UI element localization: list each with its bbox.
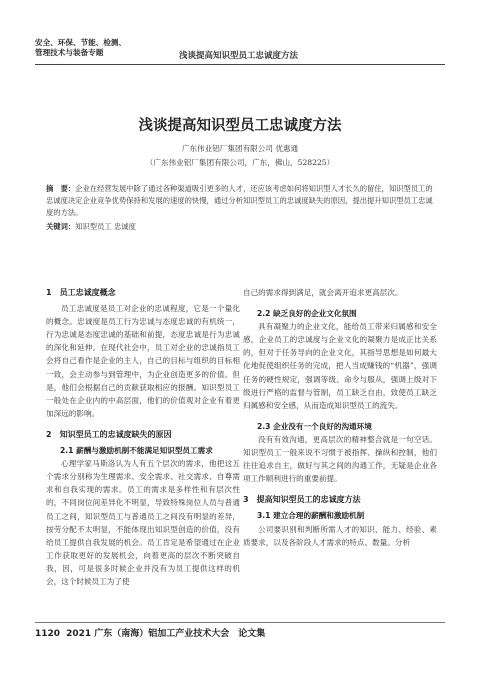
journal-line-1: 安全、环保、节能、检测、 bbox=[35, 38, 127, 47]
abstract-label: 摘 要： bbox=[46, 184, 76, 193]
abstract-text: 企业在经营发展中除了通过各种渠道吸引更多的人才，还应该考虑如何将知识型人才长久的留住，知识型员工的忠诚度决定企业竞争优势保持和发展的速度的快慢，通过分析知识型员工的忠诚度缺失的原因，提出提升知识型员工忠诚度的方法。 bbox=[46, 184, 433, 218]
running-header bbox=[35, 38, 445, 62]
section-2-2-paragraph: 具有凝聚力的企业文化，能给员工带来归属感和安全感，企业员工的忠诚度与企业文化的凝聚力是成正比关系的，但对于任务导向的企业文化，其指导思想是如何最大化地促使组织任务的完成，把人当成赚钱的“机器”，强调任务的硬性规定，强调等级、命令与服从，强调上级对下级进行严格的监督与管制，员工缺乏自由，致使员工缺乏归属感和安全感，从而造成知识型员工的流失。 bbox=[243, 322, 437, 410]
journal-line-2: 管理技术与装备专题 bbox=[35, 48, 104, 57]
footer-rule bbox=[35, 622, 445, 623]
section-3-1-heading: 3.1 建立合理的薪酬和激励机制 bbox=[257, 511, 365, 521]
page-number: 1120 bbox=[35, 629, 61, 639]
right-column bbox=[243, 286, 437, 553]
keywords bbox=[46, 222, 436, 232]
section-2-3-paragraph: 没有有效沟通，更高层次的精神整合就是一句空话。知识型员工一般来说不习惯于被指挥、操纵和控制，他们往往追求自主，做好与其之间的沟通工作，无疑是企业各项工作顺利进行的重要前提。 bbox=[243, 434, 437, 484]
keywords-label: 关键词： bbox=[46, 222, 76, 231]
section-2-heading: 2 知识型员工的忠诚度缺失的原因 bbox=[46, 429, 172, 439]
section-3-heading: 3 提高知识型员工的忠诚度方法 bbox=[243, 495, 361, 505]
paper-title: 浅谈提高知识型员工忠诚度方法 bbox=[138, 118, 342, 134]
footer-text: 2021 广东（南海）铝加工产业技术大会 论文集 bbox=[66, 629, 266, 639]
header-rule bbox=[35, 64, 445, 65]
page-footer bbox=[35, 626, 445, 639]
section-2-1-paragraph: 心理学家马斯洛认为人有五个层次的需求，他把这五个需求分别称为生理需求、安全需求、社交需求、自尊需求和自我实现的需求。员工的需求是多样性和有层次性的，不同岗位间差异化不明显，导致特殊岗位人员与普通员工之间，知识型员工与普通员工之间没有明显的差异，按劳分配不太明显，不能体现出知识型创造的价值，没有给员工提供自我发展的机会。员工肯定是希望通过在企业工作获取更好的发展机会，向着更高的层次不断突破自我，因，可是很多时候企业并没有为员工提供这样的机会，这个时候员工为了使 bbox=[46, 459, 240, 586]
section-1-heading: 1 员工忠诚度概念 bbox=[46, 288, 116, 297]
journal-name bbox=[35, 38, 175, 58]
section-2-2-heading: 2.2 缺乏良好的企业文化氛围 bbox=[257, 309, 357, 319]
section-3-1-paragraph: 公司要识别和判断所需人才的知识、能力、经验、素质要求，以及各阶段人才需求的特点、数量。分析 bbox=[243, 524, 437, 547]
section-1-paragraph: 员工忠诚度是员工对企业的忠诚程度，它是一个量化的概念。忠诚度是员工行为忠诚与态度忠诚的有机统一，行为忠诚是态度忠诚的基础和前提，态度忠诚是行为忠诚的深化和延伸。在现代社会中，员工对企业的忠诚指员工会将自己看作是企业的主人，自己的目标与组织的目标相一致，会主动参与到管理中，为企业创造更多的价值。但是，他们会根据自己的贡献获取相应的报酬。知识型员工一般处在企业内的中高层面，他们的价值观对企业有着更加深远的影响。 bbox=[46, 304, 240, 418]
continued-paragraph: 自己的需求得到满足，就会离开追求更高层次。 bbox=[243, 288, 403, 297]
running-title: 浅谈提高知识型员工忠诚度方法 bbox=[179, 51, 299, 61]
section-2-3-heading: 2.3 企业没有一个良好的沟通环境 bbox=[257, 421, 372, 431]
author-line: 广东伟业铝厂集团有限公司 优惠通 bbox=[181, 144, 299, 153]
keywords-text: 知识型员工 忠诚度 bbox=[75, 222, 136, 231]
section-2-1-heading: 2.1 薪酬与激励机制不能满足知识型员工需求 bbox=[60, 446, 213, 456]
affiliation-line: （广东伟业铝厂集团有限公司，广东，佛山，528225） bbox=[145, 158, 335, 167]
abstract bbox=[46, 183, 436, 220]
left-column bbox=[46, 286, 240, 592]
